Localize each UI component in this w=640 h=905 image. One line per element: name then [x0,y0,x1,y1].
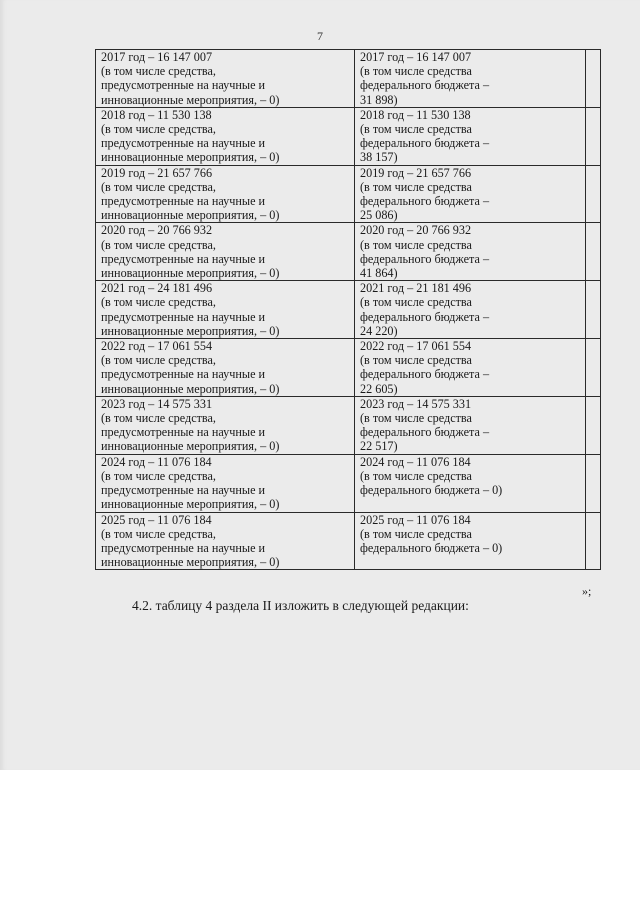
cell-text-line: (в том числе средства [360,122,472,137]
cell-text-line: (в том числе средства [360,411,472,426]
cell-text-line: (в том числе средства, [101,64,216,79]
cell-text-line: федерального бюджета – [360,251,490,266]
cell-text-line: 38 157) [360,150,398,165]
cell-text-line: инновационные мероприятия, – 0) [101,555,280,570]
cell-text-line: предусмотренные на научные и [101,540,266,555]
cell-text-line: 2017 год – 16 147 007 [101,50,213,64]
cell-text-line: инновационные мероприятия, – 0) [101,381,280,396]
instruction-paragraph: 4.2. таблицу 4 раздела II изложить в следующей редакции: [132,598,469,613]
cell-total-funding [96,50,355,108]
cell-text-line: (в том числе средства, [101,526,216,541]
cell-federal-funding [355,512,586,570]
cell-text-line: предусмотренные на научные и [101,136,266,151]
cell-text-line: (в том числе средства [360,526,472,541]
cell-empty [586,512,601,570]
funding-table-body [96,50,601,570]
cell-text-line: (в том числе средства, [101,468,216,483]
cell-text-line: (в том числе средства [360,468,472,483]
table-row [96,50,601,108]
cell-text-line: 22 517) [360,439,398,454]
cell-text-line: (в том числе средства [360,179,472,194]
cell-total-funding [96,512,355,570]
cell-text-line: предусмотренные на научные и [101,483,266,498]
table-row [96,281,601,339]
cell-text-line: 2019 год – 21 657 766 [360,165,472,180]
cell-federal-funding [355,339,586,397]
cell-federal-funding [355,107,586,165]
cell-text-line: предусмотренные на научные и [101,194,266,209]
cell-text-line: инновационные мероприятия, – 0) [101,150,280,165]
cell-text-line: федерального бюджета – [360,425,490,440]
cell-text-line: предусмотренные на научные и [101,425,266,440]
cell-empty [586,107,601,165]
cell-text-line: 2022 год – 17 061 554 [360,339,472,354]
cell-text-line: (в том числе средства, [101,353,216,368]
cell-text-line: 2024 год – 11 076 184 [101,454,212,469]
cell-text-line: 2018 год – 11 530 138 [360,107,471,122]
cell-federal-funding [355,223,586,281]
cell-total-funding [96,223,355,281]
cell-text-line: (в том числе средства, [101,295,216,310]
cell-text-line: предусмотренные на научные и [101,367,266,382]
cell-text-line: 2023 год – 14 575 331 [360,396,472,411]
table-row [96,454,601,512]
cell-text-line: инновационные мероприятия, – 0) [101,497,280,512]
cell-text-line: (в том числе средства, [101,179,216,194]
cell-text-line: 31 898) [360,92,398,107]
cell-empty [586,454,601,512]
cell-text-line: инновационные мероприятия, – 0) [101,439,280,454]
cell-text-line: предусмотренные на научные и [101,251,266,266]
cell-text-line: федерального бюджета – 0) [360,483,503,498]
closing-quote-mark: »; [582,584,592,598]
cell-text-line: федерального бюджета – 0) [360,540,503,555]
cell-text-line: 2025 год – 11 076 184 [101,512,212,527]
page-number: 7 [317,29,323,43]
cell-text-line: (в том числе средства, [101,411,216,426]
table-row [96,107,601,165]
cell-federal-funding [355,165,586,223]
cell-text-line: 2023 год – 14 575 331 [101,396,213,411]
cell-text-line: 2021 год – 21 181 496 [360,281,472,296]
cell-empty [586,50,601,108]
cell-text-line: инновационные мероприятия, – 0) [101,323,280,338]
cell-text-line: федерального бюджета – [360,367,490,382]
cell-text-line: 25 086) [360,208,398,223]
cell-empty [586,165,601,223]
cell-text-line: 2019 год – 21 657 766 [101,165,213,180]
cell-text-line: 22 605) [360,381,398,396]
cell-text-line: 41 864) [360,266,398,281]
cell-text-line: 2025 год – 11 076 184 [360,512,471,527]
cell-text-line: федерального бюджета – [360,309,490,324]
cell-total-funding [96,396,355,454]
table-row [96,512,601,570]
cell-total-funding [96,339,355,397]
funding-table [95,49,601,570]
cell-empty [586,396,601,454]
cell-text-line: 2018 год – 11 530 138 [101,107,212,122]
table-row [96,339,601,397]
table-row [96,223,601,281]
cell-text-line: (в том числе средства [360,295,472,310]
cell-text-line: 2024 год – 11 076 184 [360,454,471,469]
cell-federal-funding [355,50,586,108]
cell-text-line: предусмотренные на научные и [101,309,266,324]
cell-total-funding [96,107,355,165]
cell-text-line: 2020 год – 20 766 932 [101,223,213,238]
cell-text-line: федерального бюджета – [360,78,490,93]
cell-total-funding [96,454,355,512]
cell-text-line: (в том числе средства [360,353,472,368]
cell-text-line: 2022 год – 17 061 554 [101,339,213,354]
cell-text-line: 2017 год – 16 147 007 [360,50,472,64]
cell-federal-funding [355,454,586,512]
cell-text-line: (в том числе средства, [101,122,216,137]
cell-empty [586,223,601,281]
cell-text-line: 2020 год – 20 766 932 [360,223,472,238]
cell-text-line: (в том числе средства [360,64,472,79]
cell-total-funding [96,281,355,339]
cell-federal-funding [355,396,586,454]
cell-text-line: (в том числе средства, [101,237,216,252]
cell-text-line: 2021 год – 24 181 496 [101,281,213,296]
cell-empty [586,281,601,339]
cell-text-line: инновационные мероприятия, – 0) [101,92,280,107]
cell-text-line: инновационные мероприятия, – 0) [101,266,280,281]
cell-text-line: 24 220) [360,323,398,338]
cell-total-funding [96,165,355,223]
cell-text-line: предусмотренные на научные и [101,78,266,93]
table-row [96,396,601,454]
cell-text-line: федерального бюджета – [360,194,490,209]
table-row [96,165,601,223]
cell-empty [586,339,601,397]
cell-text-line: федерального бюджета – [360,136,490,151]
cell-federal-funding [355,281,586,339]
cell-text-line: (в том числе средства [360,237,472,252]
cell-text-line: инновационные мероприятия, – 0) [101,208,280,223]
